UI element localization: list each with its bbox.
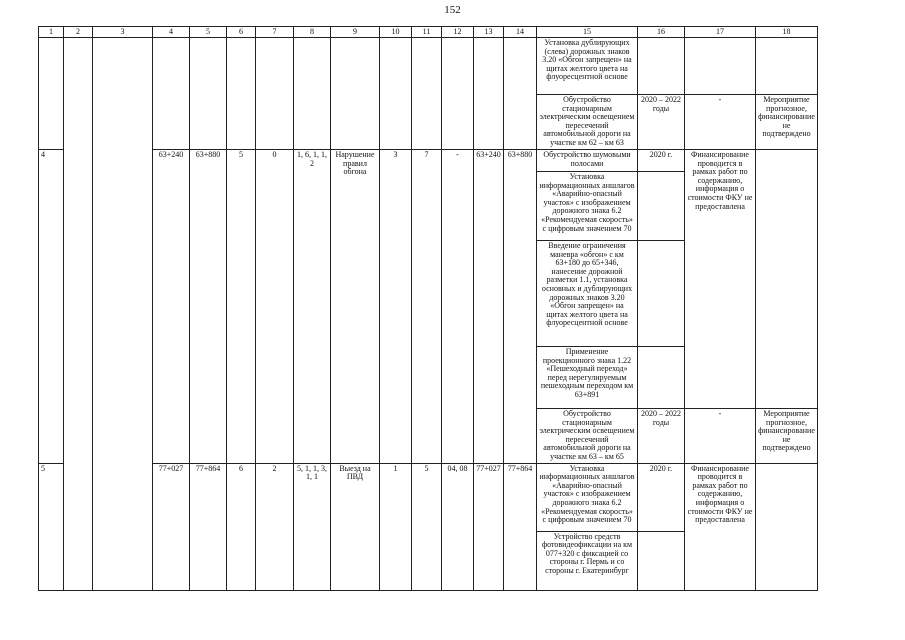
measure-text: Обустройство шумовыми полосами [537,150,638,172]
km-to: 77+864 [190,463,227,590]
header-cell: 1 [39,27,64,38]
km-start: 77+027 [474,463,504,590]
measure-text: Обустройство стационарным электрическим освещением пересечений автомобильной дороги на участке км 62 – км 63 [537,95,638,150]
funding-cell: Финансирование проводится в рамках работ по содержанию, информация о стоимости ФКУ не предоставлена [685,150,756,409]
row-number: 5 [39,463,64,590]
header-cell: 5 [190,27,227,38]
value-cell: 1, 6, 1, 1, 2 [294,150,331,464]
value-cell: 3 [380,150,412,464]
header-cell: 17 [685,27,756,38]
value-cell: 6 [227,463,256,590]
km-from: 63+240 [153,150,190,464]
km-end: 63+880 [504,150,537,464]
measure-text: Обустройство стационарным электрическим освещением пересечений автомобильной дороги на участке км 63 – км 65 [537,409,638,464]
value-cell: - [442,150,474,464]
header-cell: 13 [474,27,504,38]
measure-text: Установка информационных аншлагов «Аварийно-опасный участок» с изображением дорожного знака 6.2 «Рекомендуемая скорость» с цифровым значением 70 [537,172,638,241]
km-from: 77+027 [153,463,190,590]
value-cell: 0 [256,150,294,464]
km-end: 77+864 [504,463,537,590]
value-cell: 2 [256,463,294,590]
table-row [39,38,818,95]
measure-text: Введение ограничения маневра «обгон» с км 63+180 до 65+346, нанесение дорожной разметки 1.1, установка основных и дублирующих дорожных знаков 3.20 «Обгон запрещен» на щитах желтого цвета на флуоресцентной основе [537,241,638,347]
year-cell: 2020 г. [638,463,685,531]
header-cell: 14 [504,27,537,38]
header-cell: 16 [638,27,685,38]
period-cell: 2020 – 2022 годы [638,95,685,150]
header-row [39,27,818,38]
value-cell: 5 [412,463,442,590]
table-row [39,150,818,172]
header-cell: 7 [256,27,294,38]
value-cell: 5, 1, 1, 3, 1, 1 [294,463,331,590]
measure-text: Установка дублирующих (слева) дорожных знаков 3.20 «Обгон запрещен» на щитах желтого цвета на флуоресцентной основе [537,38,638,95]
period-cell: 2020 – 2022 годы [638,409,685,464]
header-cell: 9 [331,27,380,38]
value-cell: 1 [380,463,412,590]
value-cell: 7 [412,150,442,464]
value-cell: 5 [227,150,256,464]
funding-cell: - [685,409,756,464]
table-row [39,463,818,531]
measures-table [38,26,818,591]
note-cell: Мероприятие прогнозное, финансирование не подтверждено [756,409,818,464]
header-cell: 12 [442,27,474,38]
note-cell: Мероприятие прогнозное, финансирование не подтверждено [756,95,818,150]
header-cell: 11 [412,27,442,38]
year-cell: 2020 г. [638,150,685,172]
measure-text: Установка информационных аншлагов «Аварийно-опасный участок» с изображением дорожного знака 6.2 «Рекомендуемая скорость» с цифровым значением 70 [537,463,638,531]
funding-cell: - [685,95,756,150]
header-cell: 6 [227,27,256,38]
km-to: 63+880 [190,150,227,464]
header-cell: 15 [537,27,638,38]
violation-cell: Выезд на ПВД [331,463,380,590]
km-start: 63+240 [474,150,504,464]
measure-text: Устройство средств фотовидеофиксации на км 077+320 с фиксацией со стороны г. Пермь и со стороны г. Екатеринбург [537,531,638,590]
measure-text: Применение проекционного знака 1.22 «Пешеходный переход» перед нерегулируемым пешеходным переходом км 63+891 [537,347,638,409]
header-cell: 3 [93,27,153,38]
header-cell: 18 [756,27,818,38]
header-cell: 10 [380,27,412,38]
page-number: 152 [444,4,461,16]
value-cell: 04, 08 [442,463,474,590]
row-number: 4 [39,150,64,464]
funding-cell: Финансирование проводится в рамках работ по содержанию, информация о стоимости ФКУ не предоставлена [685,463,756,590]
violation-cell: Нарушение правил обгона [331,150,380,464]
header-cell: 8 [294,27,331,38]
header-cell: 4 [153,27,190,38]
header-cell: 2 [64,27,93,38]
